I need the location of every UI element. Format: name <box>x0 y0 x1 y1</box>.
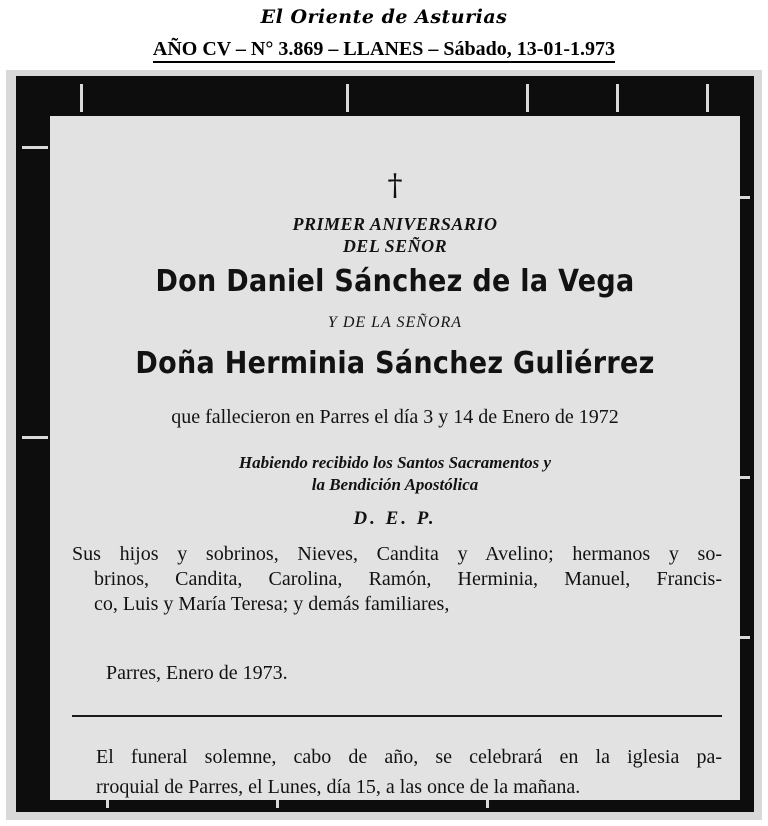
conjunction-line: Y DE LA SEÑORA <box>327 314 463 331</box>
cross-icon: † <box>387 168 403 203</box>
newspaper-masthead: El Oriente de Asturias <box>260 6 508 28</box>
anniversary-heading: PRIMER ANIVERSARIO <box>292 214 498 234</box>
family-line: Sus hijos y sobrinos, Nieves, Candita y Avelino; hermanos y so- <box>72 543 722 565</box>
family-line: co, Luis y María Teresa; y demás familiares, <box>94 593 450 615</box>
death-date-line: que fallecieron en Parres el día 3 y 14 de Enero de 1972 <box>171 406 619 428</box>
border-gap <box>706 84 709 112</box>
border-gap <box>346 84 349 112</box>
dep-line: D. E. P. <box>353 508 437 529</box>
funeral-line: rroquial de Parres, el Lunes, día 15, a las once de la mañana. <box>96 776 581 798</box>
issue-line-text: AÑO CV – N° 3.869 – LLANES – Sábado, 13-01-1.973 <box>153 38 615 63</box>
family-line: brinos, Candita, Carolina, Ramón, Herminia, Manuel, Francis- <box>94 568 722 590</box>
sacraments-line-1: Habiendo recibido los Santos Sacramentos y <box>238 453 552 472</box>
border-gap <box>616 84 619 112</box>
newspaper-header <box>0 0 768 68</box>
family-paragraph <box>72 542 722 617</box>
divider-rule <box>72 715 722 717</box>
border-gap <box>526 84 529 112</box>
anniversary-subheading: DEL SEÑOR <box>342 236 448 256</box>
mourning-border <box>16 76 754 812</box>
sacraments-line-2: la Bendición Apostólica <box>311 475 479 494</box>
obituary-clipping <box>6 70 762 820</box>
place-date: Parres, Enero de 1973. <box>106 662 288 684</box>
deceased-name-2: Doña Herminia Sánchez Guliérrez <box>135 346 655 381</box>
deceased-name-1: Don Daniel Sánchez de la Vega <box>155 264 635 299</box>
border-gap <box>22 146 48 149</box>
border-gap <box>22 436 48 439</box>
funeral-paragraph <box>72 742 722 802</box>
border-gap <box>80 84 83 112</box>
notice-body <box>50 116 740 800</box>
issue-line <box>0 38 768 61</box>
funeral-line: El funeral solemne, cabo de año, se celebrará en la iglesia pa- <box>96 746 722 768</box>
